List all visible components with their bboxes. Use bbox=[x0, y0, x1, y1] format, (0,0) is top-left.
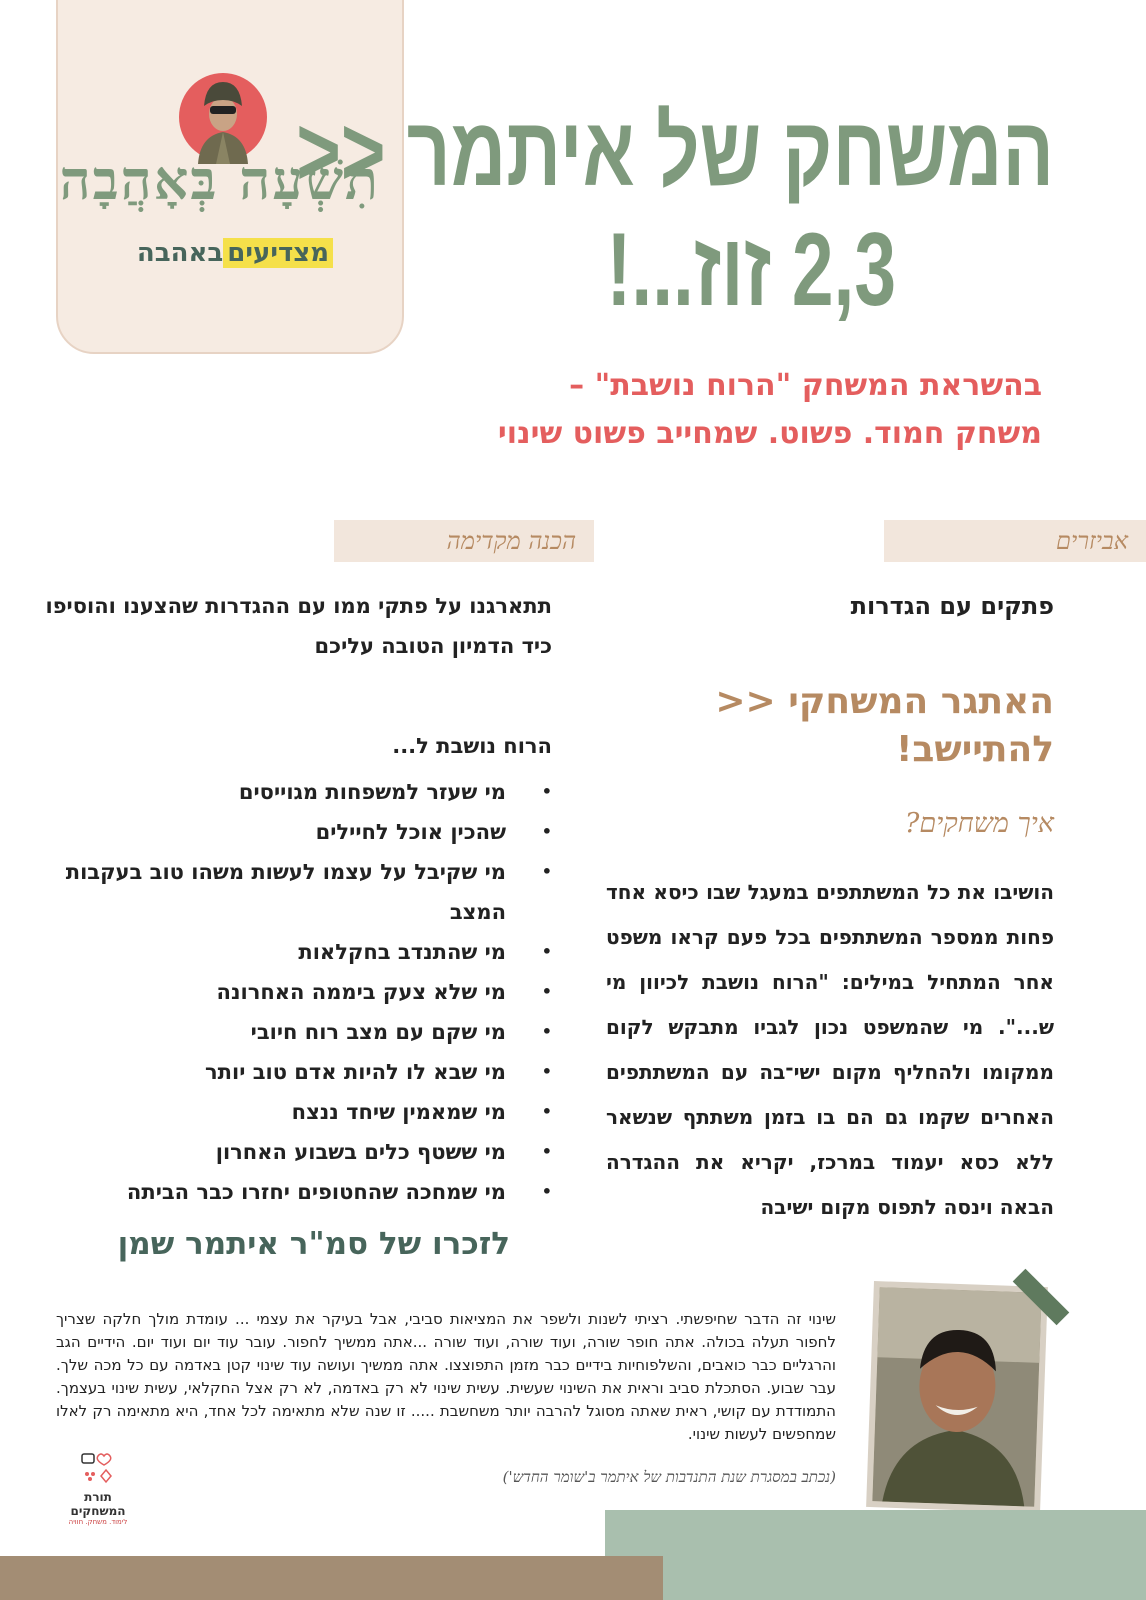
logo-title: תִשְׁעָה בְּאָהֲבָה bbox=[59, 148, 380, 212]
soldier-photo bbox=[872, 1287, 1041, 1507]
list-item: • מי שלא צעק ביממה האחרונה bbox=[32, 972, 552, 1012]
challenge-title: האתגר המשחקי << להתיישב! bbox=[715, 681, 1054, 770]
org-name bbox=[66, 1490, 130, 1518]
org-name-line1: תורת bbox=[84, 1490, 112, 1504]
org-tagline: לימוד. משחק. חוויה bbox=[68, 1518, 128, 1526]
accessories-label: אביזרים bbox=[884, 520, 1146, 562]
list-item: • מי שמאמין שיחד ננצח bbox=[32, 1092, 552, 1132]
game-shapes-icon bbox=[78, 1452, 118, 1486]
quote-source: (נכתב במסגרת שנת התנדבות של איתמר ב'שומר החדש') bbox=[502, 1468, 836, 1486]
soldier-portrait-image bbox=[872, 1287, 1041, 1507]
ruach-list bbox=[32, 772, 552, 1212]
org-name-line2: המשחקים bbox=[70, 1504, 126, 1518]
page-subtitle-line1: בהשראת המשחק "הרוח נושבת" – bbox=[569, 368, 1042, 403]
footer-brown-bar bbox=[0, 1556, 663, 1600]
memorial-quote: שינוי זה הדבר שחיפשתי. רציתי לשנות ולשפר את המציאות סביבי, אבל בעיקר את עצמי ... עומדת מולך חלקה שצריך לחפור תעלה בכולה. אתה חופר שורה, ועוד שורה, ועוד שורה ...אתה ממשיך לחפור. עובר עוד יום ועוד יום. הידיים הגב והרגליים כבר כואבים, והשלפוחיות בידיים כבר מזמן התפוצצו. אתה ממשיך ועושה עוד שינוי קטן באדמה עם כל מכה שלך. עבר שבוע. הסתכלת סביב וראית את השינוי שעשית. עשית שינוי לא רק באדמה, לא רק אצל החקלאי, עשית שינוי בעצמך. התמודדת עם קושי, ראית שאתה מסוגל להרבה יותר משחשבת ..... זו שנה שלא מתאימה לכל אחד, היא מתאימה רק לאלו שמחפשים לעשות שינוי. bbox=[56, 1310, 836, 1443]
preparation-text: תתארגנו על פתקי ממו עם ההגדרות שהצענו והוסיפו כיד הדמיון הטובה עליכם bbox=[45, 594, 552, 658]
preparation-label: הכנה מקדימה bbox=[334, 520, 594, 562]
list-item: • מי ששטף כלים בשבוע האחרון bbox=[32, 1132, 552, 1172]
page-title-line2: 2,3 זוז...! bbox=[606, 212, 896, 328]
list-item: • מי שהתנדב בחקלאות bbox=[32, 932, 552, 972]
logo-subtitle bbox=[100, 238, 370, 268]
torat-hamischakim-logo bbox=[66, 1452, 130, 1526]
list-item: • מי שקם עם מצב רוח חיובי bbox=[32, 1012, 552, 1052]
logo-subtitle-rest: באהבה bbox=[136, 238, 224, 268]
howto-label: איך משחקים? bbox=[904, 808, 1054, 839]
list-item: • מי שעזר למשפחות מגוייסים bbox=[32, 772, 552, 812]
memorial-title: לזכרו של סמ"ר איתמר שמן bbox=[117, 1226, 510, 1262]
page-title-line1: המשחק של איתמר << bbox=[296, 96, 1054, 206]
footer-green-bar bbox=[605, 1510, 1146, 1600]
list-item: • מי שמחכה שהחטופים יחזרו כבר הביתה bbox=[32, 1172, 552, 1212]
page-subtitle-line2: משחק חמוד. פשוט. שמחייב פשוט שינוי bbox=[497, 416, 1042, 451]
howto-text: הושיבו את כל המשתתפים במעגל שבו כיסא אחד פחות ממספר המשתתפים בכל פעם קראו משפט אחר המתחיל במילים: "הרוח נושבת לכיוון מי ש...". מי שהמשפט נכון לגביו מתבקש לקום ממקומו ולהחליף מקום ישי־בה עם המשתתפים האחרים שקמו גם הם בו בזמן משתתף שנשאר ללא כסא יעמוד במרכז, יקריא את ההגדרה הבאה וינסה לתפוס מקום ישיבה bbox=[606, 880, 1054, 1219]
list-item: • מי שקיבל על עצמו לעשות משהו טוב בעקבות המצב bbox=[32, 852, 552, 932]
list-item: • מי שבא לו להיות אדם טוב יותר bbox=[32, 1052, 552, 1092]
list-item: • שהכין אוכל לחיילים bbox=[32, 812, 552, 852]
ruach-intro: הרוח נושבת ל... bbox=[392, 734, 552, 758]
logo-subtitle-highlight: מצדיעים bbox=[223, 238, 333, 268]
accessories-text: פתקים עם הגדרות bbox=[850, 592, 1054, 620]
